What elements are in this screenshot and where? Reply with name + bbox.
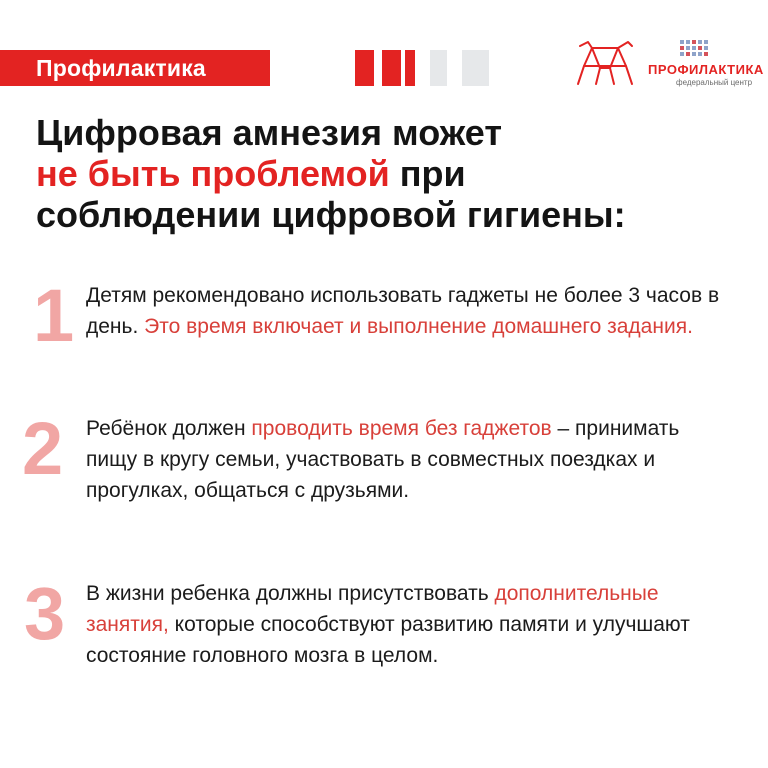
- category-label: Профилактика: [36, 55, 206, 81]
- headline-highlight: не быть проблемой: [36, 153, 390, 194]
- item-text-highlight: проводить время без гаджетов: [251, 417, 552, 440]
- item-number: 2: [22, 407, 64, 490]
- item-text-before: Ребёнок должен: [86, 417, 252, 440]
- headline-line-1: Цифровая амнезия может: [36, 112, 502, 153]
- decor-block-red-2: [382, 50, 401, 86]
- logo-icon: [574, 38, 636, 88]
- item-text: [86, 280, 726, 342]
- headline-line-2: [36, 153, 736, 194]
- item-text-highlight: дополнительные занятия,: [86, 582, 659, 636]
- headline-line-3: соблюдении цифровой гигиены:: [36, 194, 626, 235]
- item-text-before: Детям рекомендовано использовать гаджеты не более 3 часов в день.: [86, 284, 720, 338]
- logo-grid-icon: [680, 40, 710, 60]
- item-text-before: В жизни ребенка должны присутствовать: [86, 582, 495, 605]
- item-text: [86, 578, 736, 671]
- decor-block-gray-1: [430, 50, 447, 86]
- logo-subtitle: федеральный центр: [676, 78, 753, 87]
- item-text-after: которые способствуют развитию памяти и улучшают состояние головного мозга в целом.: [86, 613, 690, 667]
- item-number: 3: [24, 572, 66, 655]
- item-number: 1: [33, 274, 75, 357]
- decor-block-red-3: [405, 50, 415, 86]
- logo-title: ПРОФИЛАКТИКА: [648, 62, 764, 77]
- decor-block-gray-2: [462, 50, 489, 86]
- headline-line-2-rest: при: [389, 153, 466, 194]
- item-text: [86, 413, 716, 506]
- item-text-after: – принимать пищу в кругу семьи, участвовать в совместных поездках и прогулках, общаться с друзьями.: [86, 417, 680, 502]
- headline: [36, 112, 736, 235]
- decor-block-red-1: [355, 50, 374, 86]
- item-text-highlight: Это время включает и выполнение домашнего задания.: [144, 315, 693, 338]
